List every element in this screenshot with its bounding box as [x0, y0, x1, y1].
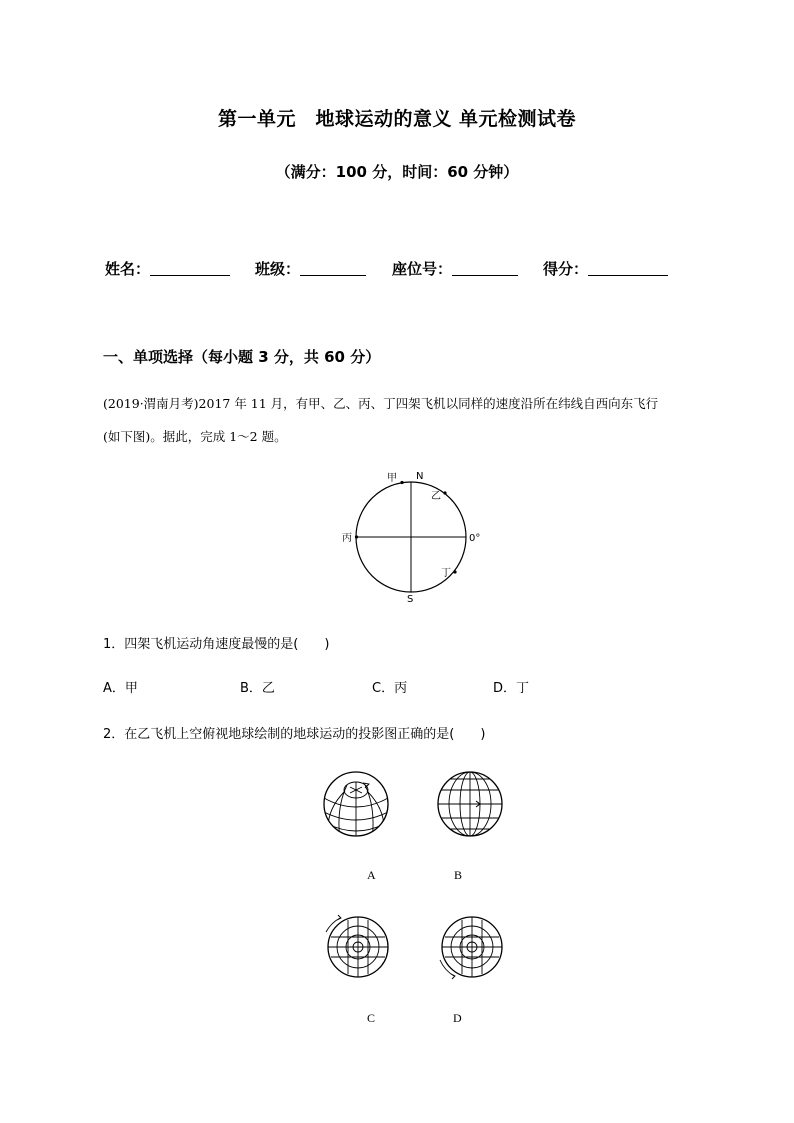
name-label: 姓名： — [105, 260, 151, 278]
intro-line-2: (如下图)。据此，完成 1～2 题。 — [103, 429, 287, 444]
label-south: S — [407, 594, 414, 605]
score-blank — [588, 259, 668, 276]
seat-label: 座位号： — [392, 260, 453, 278]
globe-c-icon — [320, 910, 392, 982]
seat-blank — [452, 259, 518, 276]
score-field — [543, 258, 668, 279]
section-heading: 一、单项选择（每小题 3 分，共 60 分） — [103, 348, 381, 366]
globe-c-label: C — [367, 1011, 376, 1025]
globe-a-label: A — [367, 868, 376, 882]
plane-jia-dot — [400, 481, 403, 484]
label-ding: 丁 — [441, 568, 451, 579]
globe-b-icon — [434, 768, 506, 840]
globe-b-label: B — [454, 868, 463, 882]
intro-line-1: (2019·渭南月考)2017 年 11 月，有甲、乙、丙、丁四架飞机以同样的速度沿所在纬线自西向东飞行 — [103, 396, 659, 411]
question-2: 2．在乙飞机上空俯视地球绘制的地球运动的投影图正确的是( ) — [103, 727, 486, 742]
plane-yi-dot — [443, 491, 446, 494]
earth-diagram — [335, 466, 495, 608]
q1-option-a: A．甲 — [103, 681, 138, 696]
label-jia: 甲 — [387, 473, 397, 484]
globe-a-icon — [320, 768, 392, 840]
label-north: N — [416, 471, 424, 482]
globe-d-label: D — [453, 1011, 462, 1025]
name-blank — [150, 259, 230, 276]
q1-option-d: D．丁 — [493, 681, 530, 696]
seat-field — [392, 258, 518, 279]
plane-ding-dot — [453, 570, 456, 573]
page-title: 第一单元 地球运动的意义 单元检测试卷 — [217, 108, 577, 130]
label-bing: 丙 — [342, 533, 352, 544]
name-field — [105, 258, 230, 279]
class-field — [255, 258, 366, 279]
label-zero: 0° — [469, 533, 481, 544]
class-blank — [300, 259, 366, 276]
label-yi: 乙 — [431, 491, 441, 502]
class-label: 班级： — [255, 260, 301, 278]
exam-info-subtitle: （满分：100 分，时间：60 分钟） — [275, 163, 519, 181]
q1-option-b: B．乙 — [240, 681, 275, 696]
globe-d-icon — [434, 910, 506, 982]
q1-option-c: C．丙 — [372, 681, 408, 696]
plane-bing-dot — [355, 535, 358, 538]
score-label: 得分： — [543, 260, 589, 278]
question-1: 1．四架飞机运动角速度最慢的是( ) — [103, 637, 330, 652]
